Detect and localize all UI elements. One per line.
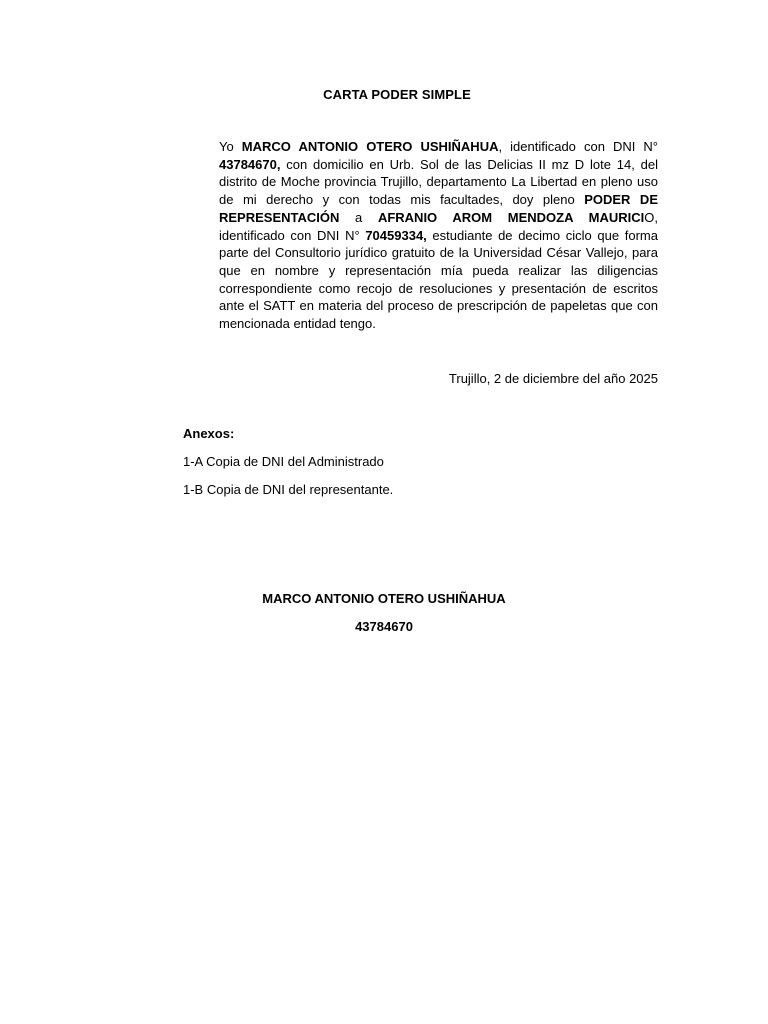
grantor-dni: 43784670, [219,156,281,172]
attorney-dni: 70459334, [365,227,427,243]
document-title: CARTA PODER SIMPLE [323,87,471,102]
place-date: Trujillo, 2 de diciembre del año 2025 [448,371,658,386]
para-text-5: O, identificado con DNI N° [219,209,658,243]
annex-item: 1-A Copia de DNI del Administrado [183,454,384,469]
annexes-title: Anexos: [183,426,235,441]
attorney-name: AFRANIO AROM MENDOZA MAURICI [377,209,645,225]
signature-dni: 43784670 [355,619,413,634]
signature-name: MARCO ANTONIO OTERO USHIÑAHUA [262,591,506,606]
para-text-4: a [339,209,378,225]
body-paragraph [219,138,658,333]
para-text-1: Yo [219,139,242,154]
para-text-6: estudiante de decimo ciclo que forma parte del Consultorio jurídico gratuito de la Universidad César Vallejo, para que en nombre y representación mía pueda realizar las diligencias correspondiente como recojo de resoluciones y presentación de escritos ante el SATT en materia del proceso de prescripción de papeletas que con mencionada entidad tengo. [219,227,658,332]
para-text-3: con domicilio en Urb. Sol de las Delicias II mz D lote 14, del distrito de Moche provincia Trujillo, departamento La Libertad en pleno uso de mi derecho y con todas mis facultades, doy pleno [219,156,658,208]
para-text-2: , identificado con DNI N° [498,139,659,154]
power-type: PODER DE REPRESENTACIÓN [219,192,658,225]
annex-item: 1-B Copia de DNI del representante. [183,482,394,497]
grantor-name: MARCO ANTONIO OTERO USHIÑAHUA [241,139,499,154]
